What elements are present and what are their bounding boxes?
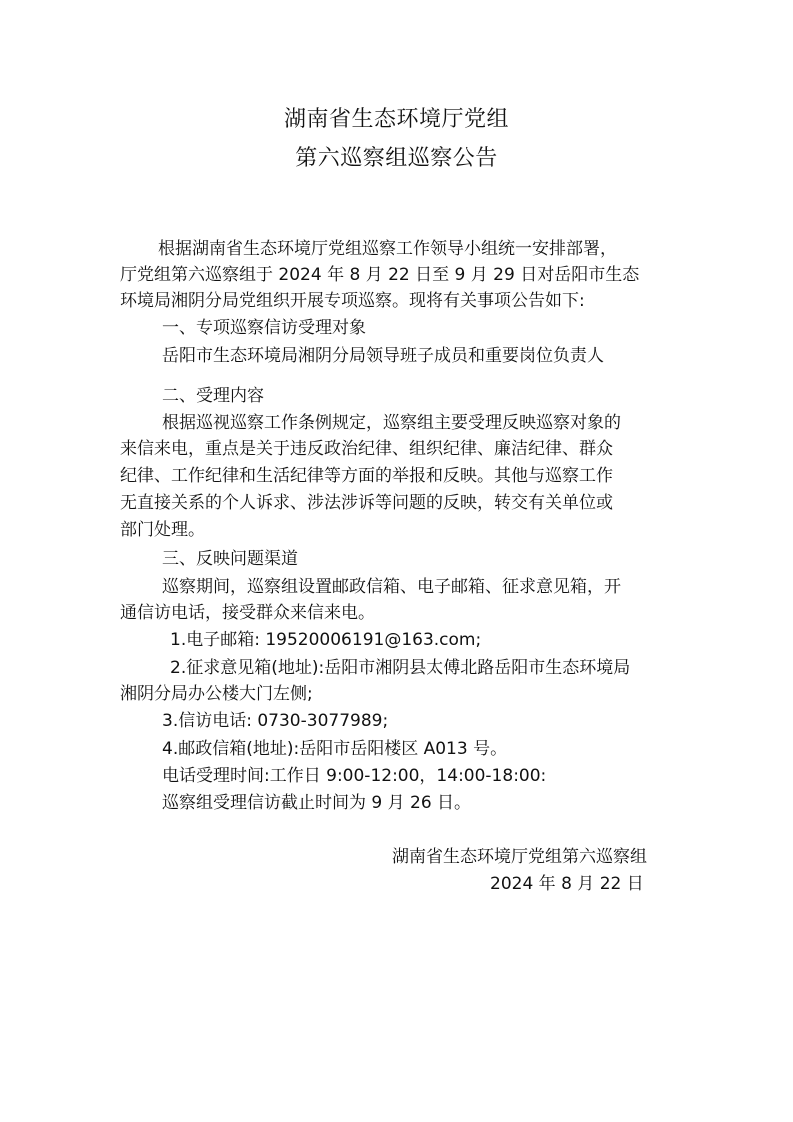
title-line-1: 湖南省生态环境厅党组 [283, 107, 509, 132]
section3-heading: 三、反映问题渠道 [162, 549, 298, 569]
channel-email: 1.电子邮箱: 19520006191@163.com; [170, 630, 482, 650]
phone-hours: 电话受理时间:工作日 9:00-12:00，14:00-18:00: [162, 766, 547, 786]
section3-line-2: 通信访电话，接受群众来信来电。 [120, 603, 375, 623]
signature-date: 2024 年 8 月 22 日 [490, 874, 644, 894]
channel-mailbox: 4.邮政信箱(地址):岳阳市岳阳楼区 A013 号。 [162, 739, 508, 759]
deadline: 巡察组受理信访截止时间为 9 月 26 日。 [162, 793, 472, 813]
intro-line-3: 环境局湘阴分局党组织开展专项巡察。现将有关事项公告如下: [120, 291, 585, 311]
section1-heading: 一、专项巡察信访受理对象 [162, 318, 366, 338]
section2-line-1: 根据巡视巡察工作条例规定，巡察组主要受理反映巡察对象的 [162, 413, 621, 433]
section2-line-3: 纪律、工作纪律和生活纪律等方面的举报和反映。其他与巡察工作 [120, 466, 613, 486]
section1-text: 岳阳市生态环境局湘阴分局领导班子成员和重要岗位负责人 [162, 346, 604, 366]
intro-line-1: 根据湖南省生态环境厅党组巡察工作领导小组统一安排部署， [158, 239, 617, 259]
channel-box-line-2: 湘阴分局办公楼大门左侧; [120, 684, 313, 704]
title-line-2: 第六巡察组巡察公告 [295, 146, 498, 171]
section3-line-1: 巡察期间，巡察组设置邮政信箱、电子邮箱、征求意见箱，开 [162, 577, 621, 597]
signature-org: 湖南省生态环境厅党组第六巡察组 [392, 847, 647, 867]
section2-line-4: 无直接关系的个人诉求、涉法涉诉等问题的反映，转交有关单位或 [120, 493, 613, 513]
channel-box-line-1: 2.征求意见箱(地址):岳阳市湘阴县太傅北路岳阳市生态环境局 [170, 658, 631, 678]
section2-line-2: 来信来电，重点是关于违反政治纪律、组织纪律、廉洁纪律、群众 [120, 439, 613, 459]
channel-phone: 3.信访电话: 0730-3077989; [162, 711, 389, 731]
intro-line-2: 厅党组第六巡察组于 2024 年 8 月 22 日至 9 月 29 日对岳阳市生态 [120, 265, 640, 285]
section2-line-5: 部门处理。 [120, 520, 205, 540]
section2-heading: 二、受理内容 [162, 386, 264, 406]
